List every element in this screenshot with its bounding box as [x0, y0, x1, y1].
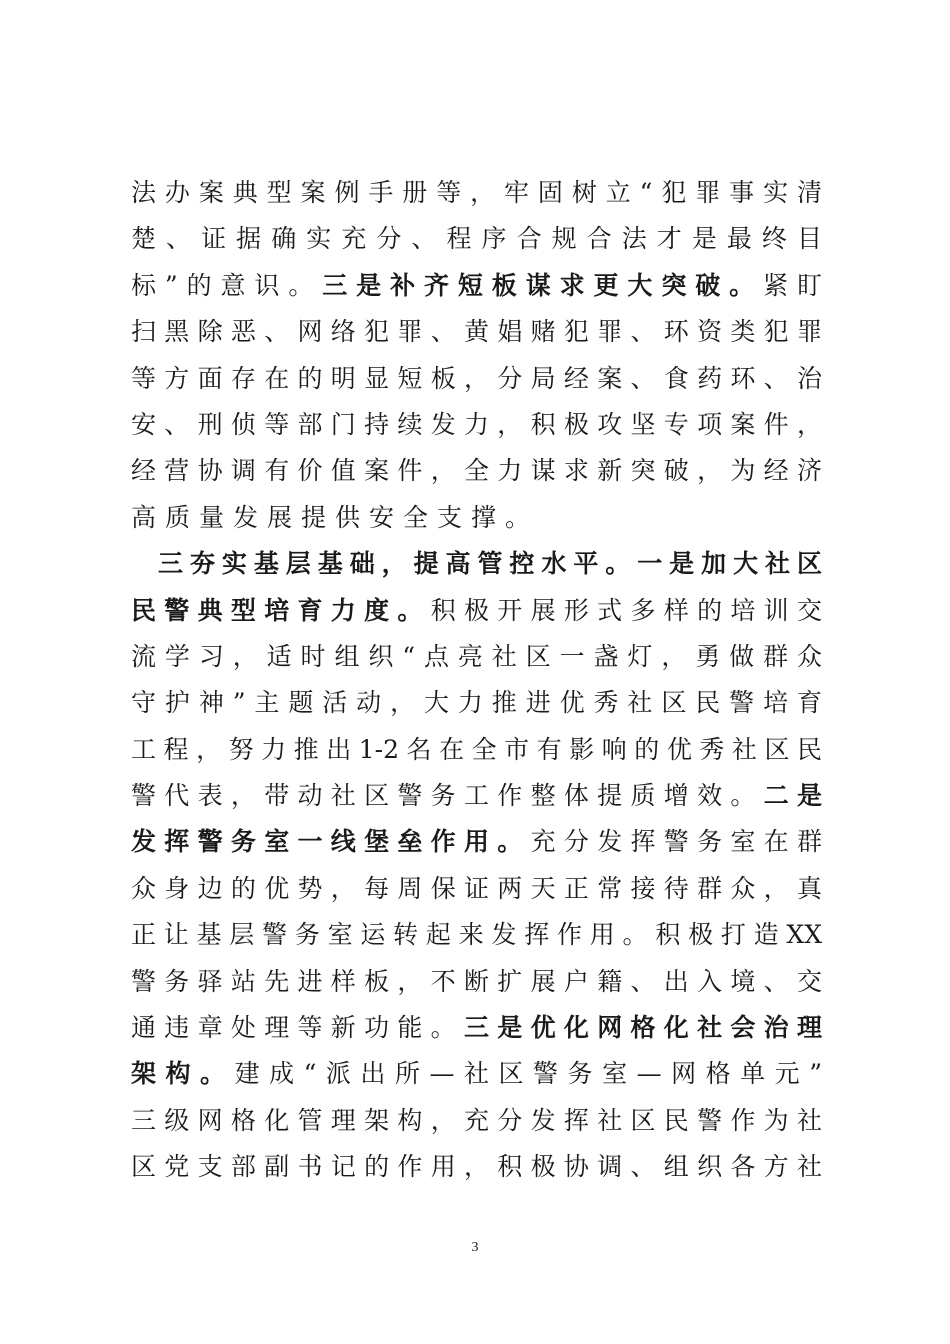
text-run: 流学习，适时组织“点亮社区一盏灯，勇做群众 — [131, 641, 822, 671]
text-line — [131, 959, 822, 1005]
text-line — [131, 170, 822, 216]
text-line — [131, 773, 822, 819]
text-run: 等方面存在的明显短板，分局经案、食药环、治 — [131, 363, 822, 393]
text-run: 充分发挥警务室在群 — [530, 827, 822, 857]
text-run: 积极开展形式多样的培训交 — [430, 595, 822, 625]
text-run: 通违章处理等新功能。 — [131, 1013, 464, 1043]
text-run: 紧盯 — [763, 270, 822, 300]
text-line — [131, 1098, 822, 1144]
text-run: 守护神”主题活动，大力推进优秀社区民警培育 — [131, 688, 822, 718]
page-number: 3 — [471, 1240, 479, 1255]
body-text — [131, 170, 822, 1191]
text-line — [131, 1051, 822, 1097]
bold-phrase: 二是 — [763, 781, 822, 811]
text-run: 建成“派出所—社区警务室—网格单元” — [234, 1059, 822, 1089]
text-line — [131, 402, 822, 448]
text-run: 三级网格化管理架构，充分发挥社区民警作为社 — [131, 1105, 822, 1135]
text-line — [131, 819, 822, 865]
text-run: 正让基层警务室运转起来发挥作用。积极打造XX — [131, 920, 822, 950]
text-line — [131, 588, 822, 634]
text-line — [131, 727, 822, 773]
bold-phrase: 三是优化网格化社会治理 — [464, 1013, 822, 1043]
text-line — [131, 448, 822, 494]
text-run: 区党支部副书记的作用，积极协调、组织各方社 — [131, 1152, 822, 1182]
text-line — [131, 1005, 822, 1051]
text-run: 法办案典型案例手册等，牢固树立“犯罪事实清 — [131, 178, 822, 207]
bold-phrase: 三是补齐短板谋求更大突破。 — [322, 270, 764, 300]
text-line — [131, 309, 822, 355]
text-line — [131, 216, 822, 262]
bold-phrase: 三夯实基层基础，提高管控水平。 — [158, 549, 638, 579]
text-run: 楚、证据确实充分、程序合规合法才是最终目 — [131, 224, 822, 254]
bold-phrase: 一是加大社区 — [637, 549, 822, 579]
text-run: 工程，努力推出1-2名在全市有影响的优秀社区民 — [131, 734, 822, 764]
text-line — [131, 263, 822, 309]
text-run: 警务驿站先进样板，不断扩展户籍、出入境、交 — [131, 966, 822, 996]
text-line — [131, 541, 822, 587]
text-line — [131, 866, 822, 912]
text-line — [131, 356, 822, 402]
text-line — [131, 634, 822, 680]
text-line — [131, 680, 822, 726]
text-line — [131, 912, 822, 958]
text-run: 标”的意识。 — [131, 270, 323, 300]
text-line — [131, 1144, 822, 1190]
text-run: 扫黑除恶、网络犯罪、黄娼赌犯罪、环资类犯罪 — [131, 317, 822, 347]
bold-phrase: 发挥警务室一线堡垒作用。 — [131, 827, 531, 857]
text-run: 安、刑侦等部门持续发力，积极攻坚专项案件， — [131, 409, 822, 439]
text-run: 警代表，带动社区警务工作整体提质增效。 — [131, 781, 764, 811]
text-run: 众身边的优势，每周保证两天正常接待群众，真 — [131, 873, 822, 903]
bold-phrase: 民警典型培育力度。 — [131, 595, 431, 625]
bold-phrase: 架构。 — [131, 1059, 235, 1089]
text-run: 高质量发展提供安全支撑。 — [131, 502, 540, 532]
text-line — [131, 495, 822, 541]
text-run: 经营协调有价值案件，全力谋求新突破，为经济 — [131, 456, 822, 486]
